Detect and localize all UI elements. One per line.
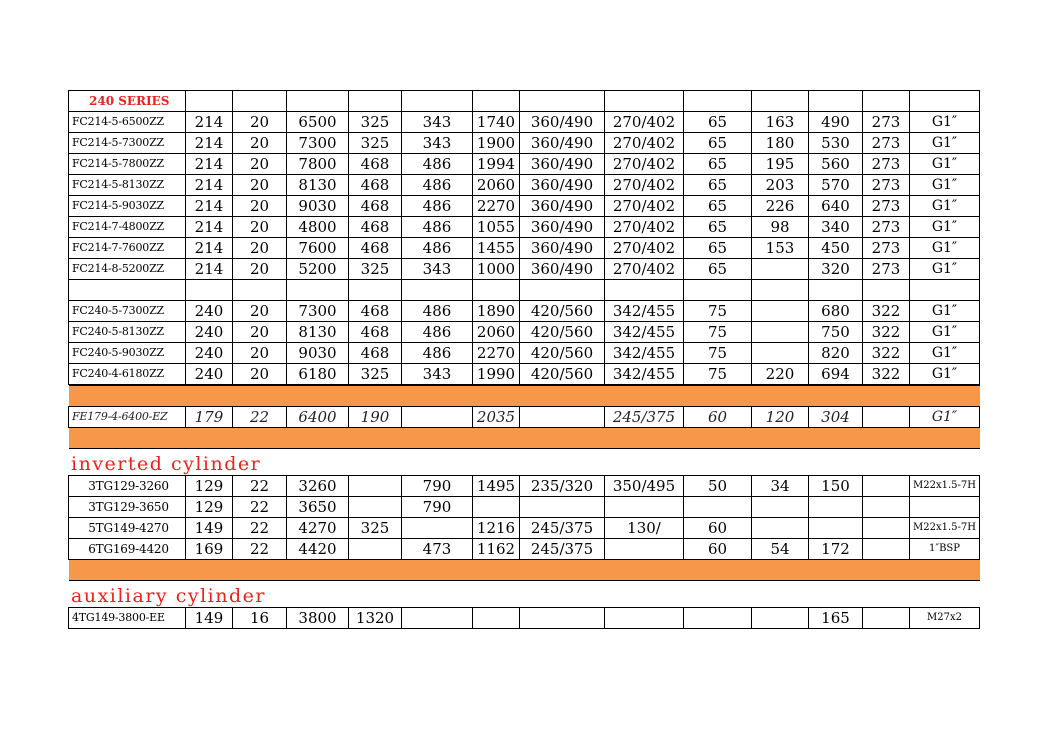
- value-cell: 270/402: [605, 154, 684, 175]
- value-cell: 640: [809, 196, 863, 217]
- value-cell: 220: [752, 364, 809, 385]
- value-cell: 163: [752, 112, 809, 133]
- port-cell: [910, 280, 980, 301]
- value-cell: 6180: [287, 364, 349, 385]
- value-cell: [287, 280, 349, 301]
- value-cell: 680: [809, 301, 863, 322]
- value-cell: 4270: [287, 518, 349, 539]
- value-cell: 1216: [473, 518, 520, 539]
- value-cell: 65: [684, 175, 752, 196]
- value-cell: 129: [186, 476, 233, 497]
- value-cell: 350/495: [605, 476, 684, 497]
- spec-sheet: [68, 90, 980, 629]
- value-cell: 20: [233, 133, 287, 154]
- value-cell: 1495: [473, 476, 520, 497]
- value-cell: 468: [349, 322, 402, 343]
- value-cell: 343: [402, 259, 473, 280]
- value-cell: 3650: [287, 497, 349, 518]
- table-row: [69, 364, 980, 385]
- value-cell: 4800: [287, 217, 349, 238]
- model-cell: FC240-5-9030ZZ: [69, 343, 186, 364]
- value-cell: 486: [402, 322, 473, 343]
- value-cell: 98: [752, 217, 809, 238]
- value-cell: 245/375: [605, 407, 684, 428]
- value-cell: 468: [349, 343, 402, 364]
- value-cell: [684, 497, 752, 518]
- value-cell: 1055: [473, 217, 520, 238]
- value-cell: 486: [402, 196, 473, 217]
- value-cell: 8130: [287, 322, 349, 343]
- value-cell: [402, 280, 473, 301]
- value-cell: [402, 407, 473, 428]
- value-cell: 3800: [287, 608, 349, 629]
- value-cell: 486: [402, 217, 473, 238]
- value-cell: 325: [349, 364, 402, 385]
- table-row: [69, 476, 980, 497]
- value-cell: 149: [186, 608, 233, 629]
- value-cell: [863, 608, 910, 629]
- port-cell: G1″: [910, 133, 980, 154]
- value-cell: 322: [863, 322, 910, 343]
- value-cell: 1990: [473, 364, 520, 385]
- value-cell: 1320: [349, 608, 402, 629]
- value-cell: 20: [233, 112, 287, 133]
- value-cell: 20: [233, 196, 287, 217]
- value-cell: 165: [809, 608, 863, 629]
- orange-band-cell: [69, 560, 980, 581]
- value-cell: 22: [233, 497, 287, 518]
- value-cell: 20: [233, 322, 287, 343]
- value-cell: [752, 280, 809, 301]
- value-cell: [863, 518, 910, 539]
- value-cell: [473, 280, 520, 301]
- value-cell: [752, 259, 809, 280]
- value-cell: [605, 497, 684, 518]
- port-cell: G1″: [910, 154, 980, 175]
- value-cell: 7300: [287, 133, 349, 154]
- value-cell: 420/560: [520, 364, 605, 385]
- value-cell: 34: [752, 476, 809, 497]
- value-cell: 360/490: [520, 175, 605, 196]
- value-cell: 240: [186, 322, 233, 343]
- value-cell: 1890: [473, 301, 520, 322]
- table-row: [69, 196, 980, 217]
- table-row: [69, 301, 980, 322]
- value-cell: [809, 280, 863, 301]
- table-row: [69, 608, 980, 629]
- model-cell: FC240-5-8130ZZ: [69, 322, 186, 343]
- value-cell: 129: [186, 497, 233, 518]
- value-cell: 322: [863, 301, 910, 322]
- value-cell: 20: [233, 217, 287, 238]
- value-cell: 486: [402, 301, 473, 322]
- value-cell: 20: [233, 301, 287, 322]
- port-cell: G1″: [910, 301, 980, 322]
- value-cell: [520, 608, 605, 629]
- value-cell: 2270: [473, 196, 520, 217]
- value-cell: 450: [809, 238, 863, 259]
- value-cell: 65: [684, 217, 752, 238]
- value-cell: 4420: [287, 539, 349, 560]
- value-cell: 7600: [287, 238, 349, 259]
- value-cell: [520, 280, 605, 301]
- inverted-cylinder-table: [68, 475, 980, 581]
- value-cell: 273: [863, 217, 910, 238]
- value-cell: 203: [752, 175, 809, 196]
- value-cell: 468: [349, 217, 402, 238]
- value-cell: 2060: [473, 322, 520, 343]
- value-cell: [809, 518, 863, 539]
- value-cell: 360/490: [520, 217, 605, 238]
- value-cell: 65: [684, 196, 752, 217]
- series-240-table: [68, 90, 980, 385]
- series-title-row: [69, 91, 980, 112]
- value-cell: [752, 301, 809, 322]
- value-cell: [863, 407, 910, 428]
- value-cell: 7300: [287, 301, 349, 322]
- value-cell: 20: [233, 259, 287, 280]
- value-cell: 8130: [287, 175, 349, 196]
- value-cell: 325: [349, 518, 402, 539]
- value-cell: 322: [863, 364, 910, 385]
- value-cell: 179: [186, 407, 233, 428]
- table-row: [69, 497, 980, 518]
- value-cell: [605, 280, 684, 301]
- value-cell: 490: [809, 112, 863, 133]
- value-cell: 270/402: [605, 175, 684, 196]
- fe-table: [68, 385, 980, 449]
- port-cell: 1″BSP: [910, 539, 980, 560]
- value-cell: 473: [402, 539, 473, 560]
- port-cell: M27x2: [910, 608, 980, 629]
- value-cell: [863, 497, 910, 518]
- value-cell: 75: [684, 322, 752, 343]
- value-cell: 325: [349, 112, 402, 133]
- value-cell: 65: [684, 154, 752, 175]
- port-cell: G1″: [910, 364, 980, 385]
- value-cell: 820: [809, 343, 863, 364]
- value-cell: 486: [402, 238, 473, 259]
- value-cell: [752, 343, 809, 364]
- value-cell: 468: [349, 301, 402, 322]
- model-cell: FC214-5-6500ZZ: [69, 112, 186, 133]
- value-cell: 468: [349, 196, 402, 217]
- value-cell: [684, 608, 752, 629]
- value-cell: 60: [684, 518, 752, 539]
- value-cell: [752, 608, 809, 629]
- value-cell: 65: [684, 259, 752, 280]
- value-cell: 273: [863, 154, 910, 175]
- value-cell: 2060: [473, 175, 520, 196]
- value-cell: 322: [863, 343, 910, 364]
- table-row: [69, 133, 980, 154]
- value-cell: 240: [186, 343, 233, 364]
- value-cell: 65: [684, 112, 752, 133]
- value-cell: 270/402: [605, 196, 684, 217]
- port-cell: [910, 497, 980, 518]
- value-cell: 6500: [287, 112, 349, 133]
- value-cell: 486: [402, 343, 473, 364]
- value-cell: 214: [186, 238, 233, 259]
- value-cell: 2035: [473, 407, 520, 428]
- value-cell: 343: [402, 112, 473, 133]
- model-cell: [69, 280, 186, 301]
- value-cell: 273: [863, 259, 910, 280]
- value-cell: 226: [752, 196, 809, 217]
- value-cell: 50: [684, 476, 752, 497]
- value-cell: 420/560: [520, 322, 605, 343]
- model-cell: 5TG149-4270: [69, 518, 186, 539]
- value-cell: 5200: [287, 259, 349, 280]
- model-cell: FC214-7-7600ZZ: [69, 238, 186, 259]
- value-cell: 240: [186, 364, 233, 385]
- value-cell: 180: [752, 133, 809, 154]
- value-cell: 304: [809, 407, 863, 428]
- model-cell: FC214-8-5200ZZ: [69, 259, 186, 280]
- table-row: [69, 343, 980, 364]
- value-cell: 1740: [473, 112, 520, 133]
- value-cell: 169: [186, 539, 233, 560]
- model-cell: FC240-4-6180ZZ: [69, 364, 186, 385]
- value-cell: [186, 280, 233, 301]
- table-row: [69, 154, 980, 175]
- value-cell: 65: [684, 133, 752, 154]
- port-cell: M22x1.5-7H: [910, 518, 980, 539]
- model-cell: FC214-7-4800ZZ: [69, 217, 186, 238]
- value-cell: [863, 539, 910, 560]
- value-cell: 270/402: [605, 238, 684, 259]
- value-cell: 273: [863, 175, 910, 196]
- orange-band: [69, 386, 980, 407]
- table-row: [69, 238, 980, 259]
- value-cell: [349, 280, 402, 301]
- value-cell: 468: [349, 175, 402, 196]
- value-cell: 172: [809, 539, 863, 560]
- value-cell: [752, 518, 809, 539]
- model-cell: FC214-5-7300ZZ: [69, 133, 186, 154]
- value-cell: 270/402: [605, 217, 684, 238]
- value-cell: 1900: [473, 133, 520, 154]
- port-cell: G1″: [910, 196, 980, 217]
- value-cell: 75: [684, 343, 752, 364]
- value-cell: 120: [752, 407, 809, 428]
- value-cell: 20: [233, 238, 287, 259]
- value-cell: [520, 407, 605, 428]
- value-cell: [349, 539, 402, 560]
- value-cell: 75: [684, 301, 752, 322]
- value-cell: 273: [863, 196, 910, 217]
- model-cell: 3TG129-3260: [69, 476, 186, 497]
- value-cell: 1455: [473, 238, 520, 259]
- value-cell: 60: [684, 539, 752, 560]
- value-cell: 245/375: [520, 518, 605, 539]
- value-cell: 214: [186, 175, 233, 196]
- value-cell: 342/455: [605, 364, 684, 385]
- value-cell: 360/490: [520, 154, 605, 175]
- value-cell: 214: [186, 196, 233, 217]
- value-cell: [402, 518, 473, 539]
- value-cell: [684, 280, 752, 301]
- model-cell: 4TG149-3800-EE: [69, 608, 186, 629]
- value-cell: 342/455: [605, 301, 684, 322]
- value-cell: 343: [402, 133, 473, 154]
- value-cell: [863, 476, 910, 497]
- model-cell: 3TG129-3650: [69, 497, 186, 518]
- value-cell: 486: [402, 175, 473, 196]
- value-cell: 570: [809, 175, 863, 196]
- value-cell: 195: [752, 154, 809, 175]
- value-cell: 214: [186, 217, 233, 238]
- value-cell: [605, 608, 684, 629]
- port-cell: G1″: [910, 175, 980, 196]
- value-cell: 214: [186, 112, 233, 133]
- value-cell: 420/560: [520, 301, 605, 322]
- port-cell: G1″: [910, 343, 980, 364]
- orange-band-cell: [69, 428, 980, 449]
- port-cell: G1″: [910, 259, 980, 280]
- value-cell: 16: [233, 608, 287, 629]
- value-cell: 214: [186, 154, 233, 175]
- value-cell: 9030: [287, 196, 349, 217]
- value-cell: 150: [809, 476, 863, 497]
- value-cell: 270/402: [605, 259, 684, 280]
- value-cell: 20: [233, 175, 287, 196]
- port-cell: G1″: [910, 407, 980, 428]
- orange-band: [69, 428, 980, 449]
- inverted-cylinder-heading: inverted cylinder: [71, 453, 262, 475]
- value-cell: 750: [809, 322, 863, 343]
- value-cell: 790: [402, 476, 473, 497]
- value-cell: 245/375: [520, 539, 605, 560]
- value-cell: 790: [402, 497, 473, 518]
- value-cell: 9030: [287, 343, 349, 364]
- value-cell: 75: [684, 364, 752, 385]
- value-cell: 22: [233, 539, 287, 560]
- value-cell: 560: [809, 154, 863, 175]
- table-row: [69, 259, 980, 280]
- value-cell: 360/490: [520, 133, 605, 154]
- value-cell: [473, 608, 520, 629]
- table-row: [69, 322, 980, 343]
- table-row: [69, 539, 980, 560]
- value-cell: 3260: [287, 476, 349, 497]
- value-cell: 468: [349, 238, 402, 259]
- value-cell: [752, 322, 809, 343]
- table-row: [69, 112, 980, 133]
- table-row: [69, 407, 980, 428]
- port-cell: G1″: [910, 112, 980, 133]
- value-cell: 273: [863, 112, 910, 133]
- value-cell: [473, 497, 520, 518]
- value-cell: 240: [186, 301, 233, 322]
- orange-band: [69, 560, 980, 581]
- value-cell: 130/: [605, 518, 684, 539]
- value-cell: 149: [186, 518, 233, 539]
- value-cell: 1162: [473, 539, 520, 560]
- value-cell: 1994: [473, 154, 520, 175]
- table-row: [69, 175, 980, 196]
- model-cell: FC214-5-9030ZZ: [69, 196, 186, 217]
- value-cell: [349, 497, 402, 518]
- value-cell: 190: [349, 407, 402, 428]
- value-cell: 6400: [287, 407, 349, 428]
- value-cell: [349, 476, 402, 497]
- value-cell: 214: [186, 133, 233, 154]
- value-cell: 360/490: [520, 196, 605, 217]
- value-cell: 270/402: [605, 112, 684, 133]
- value-cell: 54: [752, 539, 809, 560]
- value-cell: [863, 280, 910, 301]
- model-cell: FE179-4-6400-EZ: [69, 407, 186, 428]
- value-cell: 22: [233, 407, 287, 428]
- value-cell: 235/320: [520, 476, 605, 497]
- model-cell: FC240-5-7300ZZ: [69, 301, 186, 322]
- value-cell: 65: [684, 238, 752, 259]
- port-cell: G1″: [910, 217, 980, 238]
- value-cell: [520, 497, 605, 518]
- value-cell: 342/455: [605, 343, 684, 364]
- value-cell: 270/402: [605, 133, 684, 154]
- value-cell: 325: [349, 133, 402, 154]
- value-cell: 360/490: [520, 259, 605, 280]
- model-cell: FC214-5-8130ZZ: [69, 175, 186, 196]
- model-cell: 6TG169-4420: [69, 539, 186, 560]
- series-title: 240 SERIES: [69, 91, 186, 112]
- value-cell: 360/490: [520, 112, 605, 133]
- value-cell: [402, 608, 473, 629]
- port-cell: G1″: [910, 238, 980, 259]
- value-cell: 530: [809, 133, 863, 154]
- value-cell: 20: [233, 154, 287, 175]
- value-cell: 2270: [473, 343, 520, 364]
- value-cell: 340: [809, 217, 863, 238]
- value-cell: 7800: [287, 154, 349, 175]
- value-cell: 273: [863, 133, 910, 154]
- value-cell: 342/455: [605, 322, 684, 343]
- value-cell: [605, 539, 684, 560]
- table-row: [69, 518, 980, 539]
- value-cell: 22: [233, 476, 287, 497]
- value-cell: 20: [233, 343, 287, 364]
- value-cell: 420/560: [520, 343, 605, 364]
- port-cell: G1″: [910, 322, 980, 343]
- value-cell: [752, 497, 809, 518]
- table-row: [69, 217, 980, 238]
- value-cell: 325: [349, 259, 402, 280]
- value-cell: 1000: [473, 259, 520, 280]
- port-cell: M22x1.5-7H: [910, 476, 980, 497]
- table-row: [69, 280, 980, 301]
- value-cell: 214: [186, 259, 233, 280]
- value-cell: 153: [752, 238, 809, 259]
- model-cell: FC214-5-7800ZZ: [69, 154, 186, 175]
- value-cell: 320: [809, 259, 863, 280]
- value-cell: [233, 280, 287, 301]
- value-cell: 20: [233, 364, 287, 385]
- value-cell: [809, 497, 863, 518]
- auxiliary-cylinder-heading: auxiliary cylinder: [71, 585, 266, 607]
- auxiliary-cylinder-table: [68, 607, 980, 629]
- value-cell: 360/490: [520, 238, 605, 259]
- value-cell: 694: [809, 364, 863, 385]
- value-cell: 60: [684, 407, 752, 428]
- value-cell: 343: [402, 364, 473, 385]
- value-cell: 273: [863, 238, 910, 259]
- value-cell: 22: [233, 518, 287, 539]
- value-cell: 486: [402, 154, 473, 175]
- value-cell: 468: [349, 154, 402, 175]
